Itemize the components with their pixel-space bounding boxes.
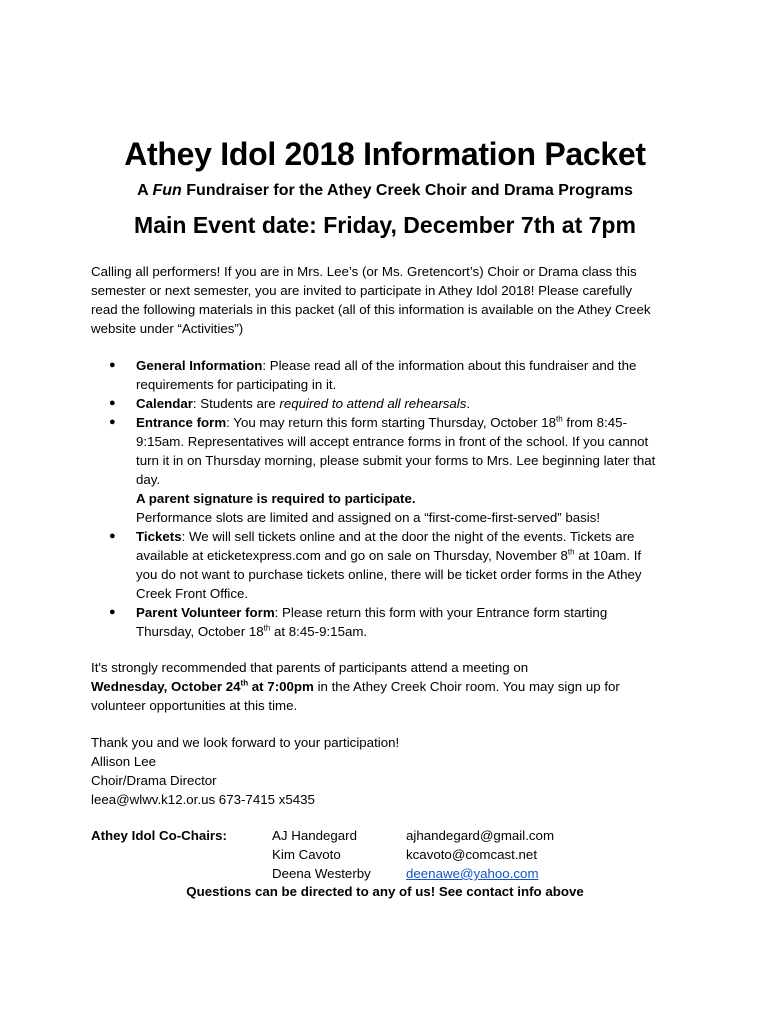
subtitle-prefix: A <box>137 182 153 199</box>
item-text: : We will sell tickets online and at the door the night of the events. Tickets are <box>181 529 635 544</box>
cochair-name: AJ Handegard <box>272 828 358 843</box>
item-text: : Please return this form with your Entrance form starting <box>274 605 608 620</box>
ordinal-suffix: th <box>263 623 271 633</box>
cochair-email-link[interactable]: deenawe@yahoo.com <box>406 866 539 881</box>
item-text: 9:15am. Representatives will accept entrance forms in front of the school. If you cannot <box>136 434 649 449</box>
ordinal-suffix: th <box>240 678 249 688</box>
packet-items-list <box>91 356 691 641</box>
item-text: available at eticketexpress.com and go on sale on Thursday, November 8 <box>136 548 568 563</box>
director-contact: leea@wlwv.k12.or.us 673-7415 x5435 <box>91 792 315 807</box>
intro-line: website under “Activities”) <box>91 321 244 336</box>
ordinal-suffix: th <box>556 414 563 424</box>
item-text: : Please read all of the information about this fundraiser and the <box>262 358 637 373</box>
list-item-entrance-form <box>91 413 691 527</box>
item-label: Parent Volunteer form <box>136 605 275 620</box>
slots-note: Performance slots are limited and assigned on a “first-come-first-served” basis! <box>136 510 601 525</box>
subtitle-rest: Fundraiser for the Athey Creek Choir and Drama Programs <box>181 182 633 199</box>
list-item-calendar <box>91 394 691 413</box>
meeting-date-text: Wednesday, October 24 <box>91 679 241 694</box>
intro-line: read the following materials in this packet (all of this information is available on the Athey Creek <box>91 302 651 317</box>
bullet-icon: ● <box>109 606 116 618</box>
item-text: : Students are <box>192 396 280 411</box>
bullet-icon: ● <box>109 359 116 371</box>
cochair-name: Deena Westerby <box>272 866 371 881</box>
bullet-icon: ● <box>109 530 116 542</box>
item-text: : You may return this form starting Thursday, October 18 <box>226 415 557 430</box>
item-text: turn it in on Thursday morning, please submit your forms to Mrs. Lee beginning later that <box>136 453 656 468</box>
bullet-icon: ● <box>109 397 116 409</box>
cochairs-label: Athey Idol Co-Chairs: <box>91 828 227 843</box>
meeting-line: It's strongly recommended that parents of participants attend a meeting on <box>91 660 529 675</box>
intro-paragraph <box>91 262 691 338</box>
meeting-line: volunteer opportunities at this time. <box>91 698 298 713</box>
page-title: Athey Idol 2018 Information Packet <box>124 136 646 172</box>
intro-line: semester or next semester, you are invited to participate in Athey Idol 2018! Please carefully <box>91 283 633 298</box>
item-text: from 8:45- <box>562 415 627 430</box>
meeting-time-text: at 7:00pm <box>248 679 314 694</box>
item-emphasis: required to attend all rehearsals <box>279 396 467 411</box>
item-text: . <box>466 396 471 411</box>
item-label: Entrance form <box>136 415 227 430</box>
item-label: Tickets <box>136 529 182 544</box>
event-date-heading: Main Event date: Friday, December 7th at 7pm <box>134 212 636 238</box>
item-text: at 10am. If <box>574 548 642 563</box>
item-text: you do not want to purchase tickets online, there will be ticket order forms in the Athey <box>136 567 642 582</box>
cochair-email: kcavoto@comcast.net <box>406 847 538 862</box>
director-name: Allison Lee <box>91 754 157 769</box>
subtitle <box>0 182 770 200</box>
list-item-tickets <box>91 527 691 603</box>
ordinal-suffix: th <box>567 547 575 557</box>
cochair-email: ajhandegard@gmail.com <box>406 828 555 843</box>
meeting-line: in the Athey Creek Choir room. You may sign up for <box>313 679 620 694</box>
meeting-date <box>91 679 314 694</box>
thanks-line: Thank you and we look forward to your participation! <box>91 735 400 750</box>
director-role: Choir/Drama Director <box>91 773 217 788</box>
item-text: day. <box>136 472 161 487</box>
cochair-name: Kim Cavoto <box>272 847 341 862</box>
item-text: requirements for participating in it. <box>136 377 337 392</box>
closing-block <box>91 733 691 809</box>
item-text: Thursday, October 18 <box>136 624 264 639</box>
item-text: at 8:45-9:15am. <box>270 624 368 639</box>
item-label: General Information <box>136 358 263 373</box>
item-text: Creek Front Office. <box>136 586 249 601</box>
item-label: Calendar <box>136 396 193 411</box>
list-item-parent-volunteer-form <box>91 603 691 641</box>
list-item-general-information <box>91 356 691 394</box>
meeting-paragraph <box>91 658 691 715</box>
signature-note: A parent signature is required to participate. <box>136 491 416 506</box>
bullet-icon: ● <box>109 416 116 428</box>
intro-line: Calling all performers! If you are in Mrs. Lee’s (or Ms. Gretencort’s) Choir or Drama class this <box>91 264 637 279</box>
subtitle-emphasis: Fun <box>152 182 182 199</box>
questions-footer: Questions can be directed to any of us! See contact info above <box>186 884 584 899</box>
